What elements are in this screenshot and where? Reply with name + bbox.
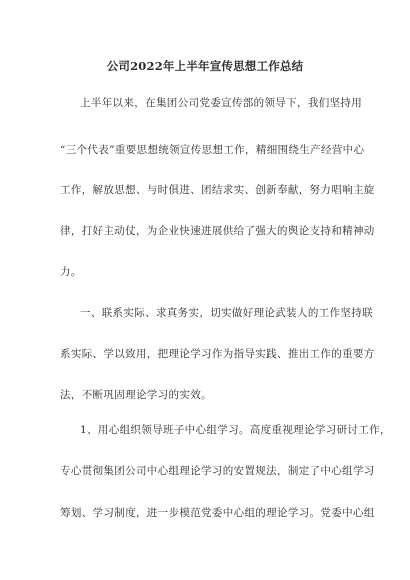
paragraph-line: 1、用心组织领导班子中心组学习。高度重视理论学习研讨工作， (80, 424, 391, 436)
paragraph-line: 专心贯彻集团公司中心组理论学习的安置规法，制定了中心组学习 (60, 465, 375, 477)
paragraph-line: 工作，解放思想、与时俱进、团结求实、创新奉献，努力唱响主旋 (60, 184, 375, 196)
paragraph-line: 筹划、学习制度，进一步模范党委中心组的理论学习。党委中心组 (60, 507, 375, 519)
document-title: 公司2022年上半年宣传思想工作总结 (106, 59, 304, 73)
paragraph-line: 律，打好主动仗，为企业快速进展供给了强大的舆论支持和精神动 (60, 225, 375, 237)
paragraph-line: “三个代表”重要思想统领宣传思想工作，精细围绕生产经营中心 (60, 144, 365, 156)
paragraph-line: 上半年以来，在集团公司党委宣传部的领导下，我们坚持用 (80, 97, 363, 109)
paragraph-line: 法，不断巩固理论学习的实效。 (60, 389, 212, 401)
paragraph-line: 力。 (60, 266, 82, 278)
paragraph-line: 系实际、学以致用，把理论学习作为指导实践、推出工作的重要方 (60, 348, 375, 360)
paragraph-line: 一、联系实际、求真务实，切实做好理论武装人的工作坚持联 (80, 307, 373, 319)
